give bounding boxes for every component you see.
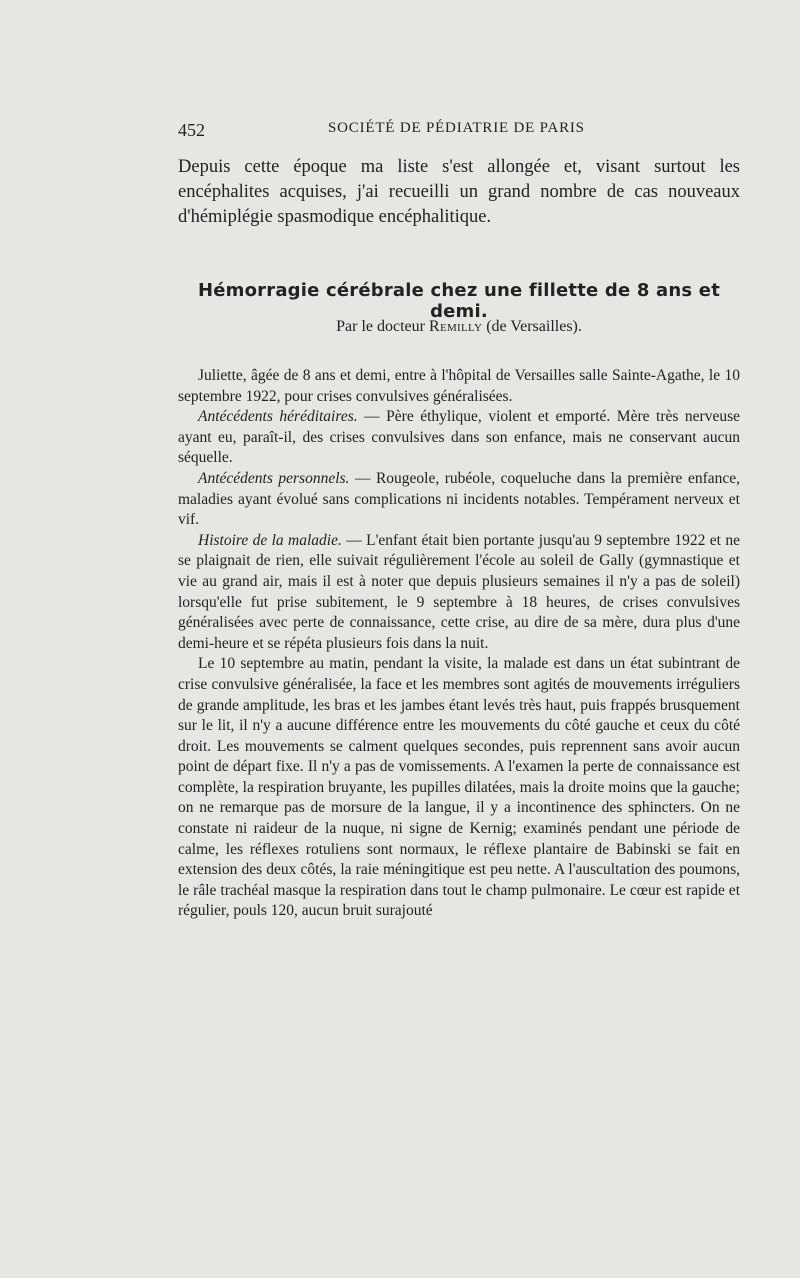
section-text-personal: — Rougeole, rubéole, coqueluche dans la première enfance, maladies ayant évolué sans complications ni incidents notables. Tempérament nerveux et vif.	[178, 469, 740, 529]
section-text-hereditary: — Père éthylique, violent et emporté. Mère très nerveuse ayant eu, paraît-il, des crises convulsives dans son enfance, mais ne conservant aucun séquelle.	[178, 408, 741, 467]
paragraph-history	[178, 531, 740, 655]
section-label-hereditary: Antécédents héréditaires.	[198, 408, 358, 426]
byline-prefix: Par le docteur	[336, 318, 425, 335]
section-label-personal: Antécédents personnels.	[198, 469, 350, 487]
paragraph-examination: Le 10 septembre au matin, pendant la visite, la malade est dans un état subintrant de crise convulsive généralisée, la face et les membres sont agités de mouvements irréguliers de grande amplitude, les bras et les jambes étant levés très haut, puis frappés brusquement sur le lit, il n'y a aucune différence entre les mouvements du côté gauche et ceux du côté droit. Les mouvements se calment quelques secondes, puis reprennent sans avoir aucun point de départ fixe. Il n'y a pas de vomissements. A l'examen la perte de connaissance est complète, la respiration bruyante, les pupilles dilatées, mais la droite moins que la gauche; on ne remarque pas de morsure de la langue, il y a incontinence des sphincters. On ne constate ni raideur de la nuque, ni signe de Kernig; examinés pendant une période de calme, les réflexes rotuliens sont normaux, le réflexe plantaire de Babinski se fait en extension des deux côtés, la raie méningitique est peu nette. A l'auscultation des poumons, le râle trachéal masque la respiration dans tout le champ pulmonaire. Le cœur est rapide et régulier, pouls 120, aucun bruit surajouté	[178, 655, 740, 920]
intro-paragraph: Depuis cette époque ma liste s'est allongée et, visant surtout les encéphalites acquises, j'ai recueilli un grand nombre de cas nouveaux d'hémiplégie spasmodique encéphalitique.	[178, 157, 740, 227]
paragraph-personal	[178, 469, 740, 531]
article-body	[178, 366, 740, 922]
byline-suffix: (de Versailles).	[486, 318, 582, 335]
section-text-history: — L'enfant était bien portante jusqu'au 9 septembre 1922 et ne se plaignait de rien, elle suivait régulièrement l'école au soleil de Gally (gymnastique et vie au grand air, mais il est à noter que depuis plusieurs semaines il n'y a pas de soleil) lorsqu'elle fut prise subitement, le 9 septembre à 18 heures, de crises convulsives généralisées avec perte de connaissance, cette crise, au dire de sa mère, dura plus d'une demi-heure et se répéta plusieurs fois dans la nuit.	[178, 531, 740, 652]
paragraph-hereditary	[178, 407, 740, 469]
section-label-history: Histoire de la maladie.	[198, 531, 342, 549]
paragraph-admission: Juliette, âgée de 8 ans et demi, entre à l'hôpital de Versailles salle Sainte-Agathe, le 10 septembre 1922, pour crises convulsives généralisées.	[178, 367, 740, 405]
article-byline	[178, 318, 740, 336]
page-number: 452	[178, 120, 205, 140]
article-title: Hémorragie cérébrale chez une fillette de 8 ans et demi.	[197, 280, 720, 322]
page-header	[178, 120, 740, 140]
running-title: SOCIÉTÉ DE PÉDIATRIE DE PARIS	[328, 120, 585, 136]
author-name: Remilly	[428, 318, 483, 335]
